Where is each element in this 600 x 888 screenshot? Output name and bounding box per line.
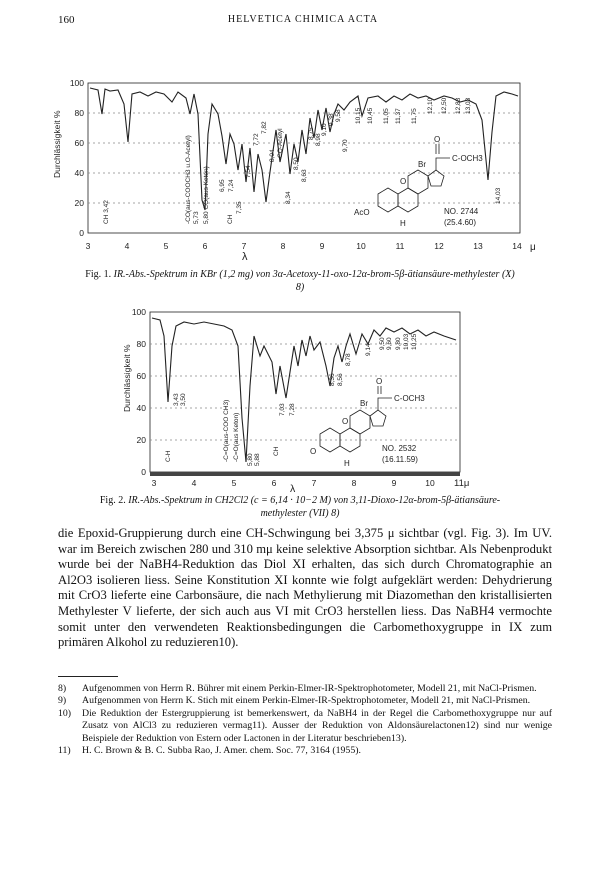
peak-label: 8,56 bbox=[337, 373, 344, 386]
peak-label: 6,95 bbox=[219, 179, 226, 192]
x-tick: 5 bbox=[231, 478, 237, 488]
peak-label: -C=O(aus Keton) bbox=[233, 412, 240, 462]
y-tick: 60 bbox=[136, 371, 146, 381]
peak-label: 5,73 bbox=[193, 211, 200, 224]
footnote-rule bbox=[58, 676, 118, 677]
footnote-text: Aufgenommen von Herrn R. Bührer mit einem Perkin-Elmer-IR-Spektrophotometer, Modell 21, mit NaCl-Prismen. bbox=[82, 683, 537, 694]
x-tick: 3 bbox=[85, 241, 91, 251]
peak-label: 3,43 bbox=[173, 393, 180, 406]
x-tick: 6 bbox=[202, 241, 208, 251]
x-tick: 5 bbox=[163, 241, 169, 251]
structure-label-h: H bbox=[344, 459, 350, 468]
peak-label: 5,88 bbox=[254, 453, 261, 466]
peak-label: 8,78 bbox=[345, 353, 352, 366]
footnote-number: 8) bbox=[58, 683, 67, 694]
peak-label: 7,03 bbox=[279, 403, 286, 416]
structure-label-ketone-o: O bbox=[342, 417, 349, 426]
peak-label: 8,36 bbox=[329, 373, 336, 386]
peak-label: -CO(aus-COOCH3 u.O-Acetyl) bbox=[185, 135, 192, 224]
figure-1-caption bbox=[80, 268, 520, 294]
peak-label: CH bbox=[273, 446, 280, 456]
footnote-text: H. C. Brown & B. C. Subba Rao, J. Amer. chem. Soc. 77, 3164 (1955). bbox=[82, 745, 361, 757]
structure-label-acetoxy: AcO bbox=[354, 208, 370, 217]
peak-label: 8,34 bbox=[285, 191, 292, 204]
figure-1-label: Fig. 1. bbox=[85, 269, 112, 280]
x-tick: 7 bbox=[311, 478, 317, 488]
peak-label: C-H bbox=[165, 450, 172, 462]
footnote-text: Die Reduktion der Estergruppierung ist bemerkenswert, da NaBH4 in der Regel die Carbomethoxygruppe nur auf Zusatz von AlCl3 zu reduzieren vermag11). Ausser der Reduktion von Aldonsäurelactonen12) sind nur wenige Beispiele der Reduktion von Estern oder Lactonen in der Literatur beschrieben13). bbox=[82, 707, 552, 744]
peak-label: 7,72 bbox=[253, 133, 260, 146]
peak-label: 9,58 bbox=[335, 109, 342, 122]
peak-label: 7,24 bbox=[228, 179, 235, 192]
y-tick: 60 bbox=[74, 138, 84, 148]
y-tick: 0 bbox=[141, 467, 146, 477]
peak-label: 8,50 bbox=[293, 157, 300, 170]
footnote-number: 10) bbox=[58, 707, 72, 719]
y-tick: 100 bbox=[131, 307, 146, 317]
peak-label: CO-Acetyl bbox=[277, 128, 284, 158]
x-tick: 8 bbox=[280, 241, 286, 251]
peak-annotations bbox=[103, 97, 502, 224]
peak-label: 7,82 bbox=[261, 121, 268, 134]
footnote-item bbox=[58, 745, 552, 757]
x-axis-unit: λ bbox=[290, 483, 296, 494]
steroid-structure bbox=[320, 386, 392, 452]
footnote-item bbox=[58, 695, 552, 707]
peak-label: 7,28 bbox=[289, 403, 296, 416]
page-number: 160 bbox=[58, 14, 75, 26]
footnote-number: 11) bbox=[58, 745, 71, 757]
peak-label: 12,83 bbox=[455, 97, 462, 114]
y-tick: 80 bbox=[74, 108, 84, 118]
spectrum-date: (16.11.59) bbox=[382, 455, 418, 464]
peak-label: 12,50 bbox=[441, 97, 448, 114]
peak-label: 9,60 bbox=[386, 337, 393, 350]
x-axis-unit-end: μ bbox=[530, 242, 536, 253]
x-tick: 9 bbox=[391, 478, 397, 488]
x-tick: 10 bbox=[425, 478, 435, 488]
peak-label: 9,80 bbox=[395, 337, 402, 350]
x-tick: 11 bbox=[395, 241, 405, 251]
figure-2-label: Fig. 2. bbox=[99, 495, 126, 506]
y-tick: 20 bbox=[136, 435, 146, 445]
footnote-number: 9) bbox=[58, 695, 67, 707]
spectrum-date: (25.4.60) bbox=[444, 218, 477, 227]
ir-spectrum-figure-1 bbox=[40, 74, 580, 264]
peak-label: 9,14 bbox=[365, 343, 372, 356]
footnote-item bbox=[58, 708, 552, 745]
spectrum-number: NO. 2744 bbox=[444, 207, 479, 216]
y-tick: 0 bbox=[79, 228, 84, 238]
peak-label: 9,50 bbox=[379, 337, 386, 350]
x-tick: 9 bbox=[319, 241, 325, 251]
x-tick: 8 bbox=[351, 478, 357, 488]
y-tick: 20 bbox=[74, 198, 84, 208]
peak-label: 13,03 bbox=[465, 97, 472, 114]
peak-label: 9,38 bbox=[328, 113, 335, 126]
x-tick: 14 bbox=[512, 241, 522, 251]
ir-spectrum-figure-2 bbox=[114, 306, 486, 494]
x-tick: 10 bbox=[356, 241, 366, 251]
structure-label-br: Br bbox=[418, 160, 426, 169]
baseline-strip bbox=[150, 472, 460, 476]
steroid-structure bbox=[378, 144, 450, 212]
x-tick: 13 bbox=[473, 241, 483, 251]
peak-label: 10,03 bbox=[403, 333, 410, 350]
y-tick: 40 bbox=[74, 168, 84, 178]
peak-label: 8,04 bbox=[269, 149, 276, 162]
peak-label: 11,37 bbox=[395, 108, 402, 124]
peak-label: 9,70 bbox=[342, 139, 349, 152]
peak-label: 3,50 bbox=[180, 393, 187, 406]
x-tick: 12 bbox=[434, 241, 444, 251]
y-tick: 80 bbox=[136, 339, 146, 349]
structure-label-br: Br bbox=[360, 399, 368, 408]
peak-label: 11,75 bbox=[411, 108, 418, 124]
peak-label: 11,05 bbox=[383, 108, 390, 124]
peak-label: 8,75 bbox=[308, 127, 315, 140]
peak-label: 14,03 bbox=[495, 187, 502, 204]
peak-label: 8,98 bbox=[315, 133, 322, 146]
structure-label-o: O bbox=[376, 377, 383, 386]
footnotes bbox=[58, 683, 552, 757]
x-tick: 6 bbox=[271, 478, 277, 488]
structure-label-3-oxo: O bbox=[310, 447, 317, 456]
body-paragraph: die Epoxid-Gruppierung durch eine CH-Schwingung bei 3,375 μ sichtbar (vgl. Fig. 3). Im UV. war im Bereich zwischen 280 und 310 mμ keine selektive Absorption sichtbar. Als Nebenprodukt wurde bei der NaBH4-Reduktion das Diol XI erhalten, das sich durch Chromatographie an Al2O3 isolieren liess. Seine Konstitution XI konnte wie folgt aufgeklärt werden: Dehydrierung mit CrO3 lieferte eine Carbonsäure, die nach Methylierung mit Diazomethan den kristallisierten Methylester V lieferte, der sich auch aus VI mit CrO3 herstellen liess. Das NaBH4 vermochte somit unter den verwendeten Reaktionsbedingungen die Carbomethoxygruppe in IX zum primären Alkohol zu reduzieren10). bbox=[58, 526, 552, 650]
x-tick: 4 bbox=[124, 241, 130, 251]
structure-label-ester: C-OCH3 bbox=[394, 394, 425, 403]
peak-label: 12,10 bbox=[427, 97, 434, 114]
peak-label: -C=O(aus-COO CH3) bbox=[223, 399, 230, 462]
peak-annotations bbox=[165, 333, 418, 466]
structure-label-o: O bbox=[434, 135, 441, 144]
peak-label: 7,54 bbox=[245, 165, 252, 178]
structure-label-h: H bbox=[400, 219, 406, 228]
x-tick: 7 bbox=[241, 241, 247, 251]
y-axis-label: Durchlässigkeit % bbox=[52, 110, 62, 178]
page-header bbox=[58, 14, 548, 30]
x-axis-unit: λ bbox=[242, 251, 248, 263]
peak-label: 7,35 bbox=[236, 201, 243, 214]
figure-2-caption bbox=[90, 494, 510, 520]
structure-label-ester: C-OCH3 bbox=[452, 154, 483, 163]
footnote-item bbox=[58, 683, 552, 695]
structure-label-ketone-o: O bbox=[400, 177, 407, 186]
peak-label: 10,45 bbox=[367, 107, 374, 124]
peak-label: CH 3,42 bbox=[103, 200, 110, 224]
peak-label: 9,10 bbox=[321, 123, 328, 136]
figure-2-caption-text: IR.-Abs.-Spektrum in CH2Cl2 (c = 6,14 · 10−2 M) von 3,11-Dioxo-12α-brom-5β-ätiansäure-methylester (VII) 8) bbox=[128, 495, 501, 519]
peak-label: CH bbox=[227, 214, 234, 224]
x-tick: 3 bbox=[151, 478, 157, 488]
peak-label: 8,63 bbox=[301, 169, 308, 182]
journal-title: HELVETICA CHIMICA ACTA bbox=[227, 14, 379, 25]
figure-1-caption-text: IR.-Abs.-Spektrum in KBr (1,2 mg) von 3α-Acetoxy-11-oxo-12α-brom-5β-ätiansäure-methylester (X) 8) bbox=[113, 269, 515, 293]
peak-label: 5,80 bbox=[247, 453, 254, 466]
x-axis-unit-end: 11μ bbox=[454, 478, 470, 489]
spectrum-number: NO. 2532 bbox=[382, 444, 417, 453]
x-tick: 4 bbox=[191, 478, 197, 488]
spectrum-curve bbox=[90, 88, 518, 210]
peak-label: 10,15 bbox=[355, 107, 362, 124]
y-tick: 100 bbox=[69, 78, 84, 88]
peak-label: 5,80 CO(aus Keton) bbox=[203, 166, 210, 224]
footnote-text: Aufgenommen von Herrn K. Stich mit einem Perkin-Elmer-IR-Spektrophotometer, Modell 21, mit NaCl-Prismen. bbox=[82, 695, 531, 707]
peak-label: 10,25 bbox=[411, 333, 418, 350]
y-axis-label: Durchlässigkeit % bbox=[122, 344, 132, 412]
y-tick: 40 bbox=[136, 403, 146, 413]
